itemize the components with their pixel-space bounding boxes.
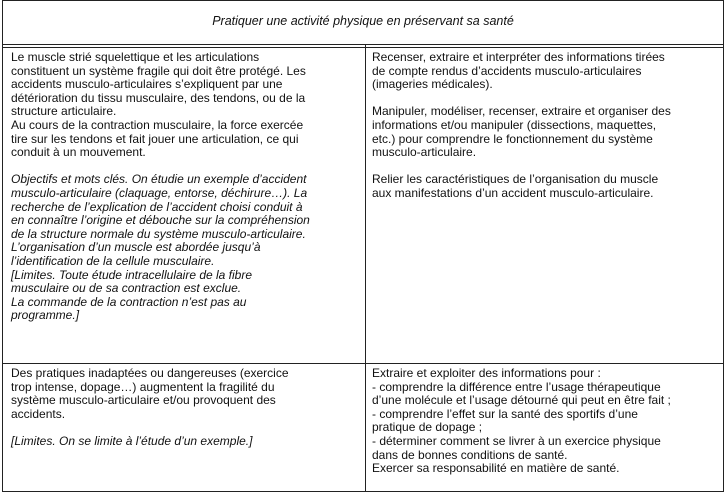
text-line: Relier les caractéristiques de l’organisation du muscle <box>372 172 659 187</box>
limits-line: [Limites. On se limite à l’étude d’un exemple.] <box>11 433 253 448</box>
text-line: structure articulaire. <box>11 104 117 119</box>
objectives-line: de la structure normale du système musculo-articulaire. <box>11 226 306 241</box>
text-line: système musculo-articulaire et/ou provoquent des <box>11 393 276 408</box>
text-line: Extraire et exploiter des informations pour : <box>372 366 601 380</box>
limits-line: programme.] <box>11 308 80 323</box>
text-line: - déterminer comment se livrer à un exercice physique <box>372 433 661 448</box>
text-line: - comprendre l’effet sur la santé des sportifs d’une <box>372 406 638 421</box>
text-line: dans de bonnes conditions de santé. <box>372 447 568 462</box>
text-line: Le muscle strié squelettique et les articulations <box>11 50 260 64</box>
text-line: - comprendre la différence entre l’usage thérapeutique <box>372 379 661 394</box>
text-line: Des pratiques inadaptées ou dangereuses (exercice <box>11 366 289 380</box>
header-divider <box>3 47 723 48</box>
text-line: informations et/ou manipuler (dissections, maquettes, <box>372 117 657 132</box>
cell-skills-row1 <box>372 51 724 201</box>
column-divider <box>365 44 366 491</box>
text-line: trop intense, dopage…) augmentent la fragilité du <box>11 379 275 394</box>
text-line: etc.) pour comprendre le fonctionnement du système <box>372 131 653 146</box>
limits-line: La commande de la contraction n’est pas au <box>11 294 247 309</box>
text-line: pratique de dopage ; <box>372 420 483 435</box>
text-line: (imageries médicales). <box>372 77 493 92</box>
cell-knowledge-row1 <box>11 51 363 323</box>
objectives-line: en connaître l’origine et débouche sur la compréhension <box>11 213 310 228</box>
table-header-row <box>3 1 723 45</box>
text-line: Manipuler, modéliser, recenser, extraire et organiser des <box>372 104 671 119</box>
row-divider <box>3 363 723 364</box>
objectives-line: Objectifs et mots clés. On étudie un exemple d’accident <box>11 172 307 187</box>
text-line: accidents musculo-articulaires s’expliquent par une <box>11 77 283 92</box>
limits-line: musculaire ou de sa contraction est exclue. <box>11 281 242 296</box>
text-line: musculo-articulaire. <box>372 145 477 160</box>
cell-skills-row2 <box>372 367 724 476</box>
text-line: Recenser, extraire et interpréter des informations tirées <box>372 50 665 64</box>
objectives-line: recherche de l’explication de l’accident choisi conduit à <box>11 199 303 214</box>
limits-line: [Limites. Toute étude intracellulaire de la fibre <box>11 267 253 282</box>
text-line: conduit à un mouvement. <box>11 145 146 160</box>
text-line: aux manifestations d’un accident musculo-articulaire. <box>372 185 654 200</box>
cell-knowledge-row2 <box>11 367 363 449</box>
text-line: accidents. <box>11 406 66 421</box>
objectives-line: L’organisation d’un muscle est abordée jusqu’à <box>11 240 261 255</box>
table-title: Pratiquer une activité physique en préservant sa santé <box>212 14 514 28</box>
text-line: de compte rendus d’accidents musculo-articulaires <box>372 63 642 78</box>
text-line: Au cours de la contraction musculaire, la force exercée <box>11 117 304 132</box>
text-line: constituent un système fragile qui doit être protégé. Les <box>11 63 306 78</box>
objectives-line: l’identification de la cellule musculaire. <box>11 253 215 268</box>
program-table <box>2 0 724 492</box>
text-line: détérioration du tissu musculaire, des tendons, ou de la <box>11 90 306 105</box>
objectives-line: musculo-articulaire (claquage, entorse, déchirure…). La <box>11 185 308 200</box>
text-line: d’une molécule et l’usage détourné qui peut en être fait ; <box>372 393 671 408</box>
text-line: Exercer sa responsabilité en matière de santé. <box>372 461 620 476</box>
text-line: tire sur les tendons et fait jouer une articulation, ce qui <box>11 131 299 146</box>
